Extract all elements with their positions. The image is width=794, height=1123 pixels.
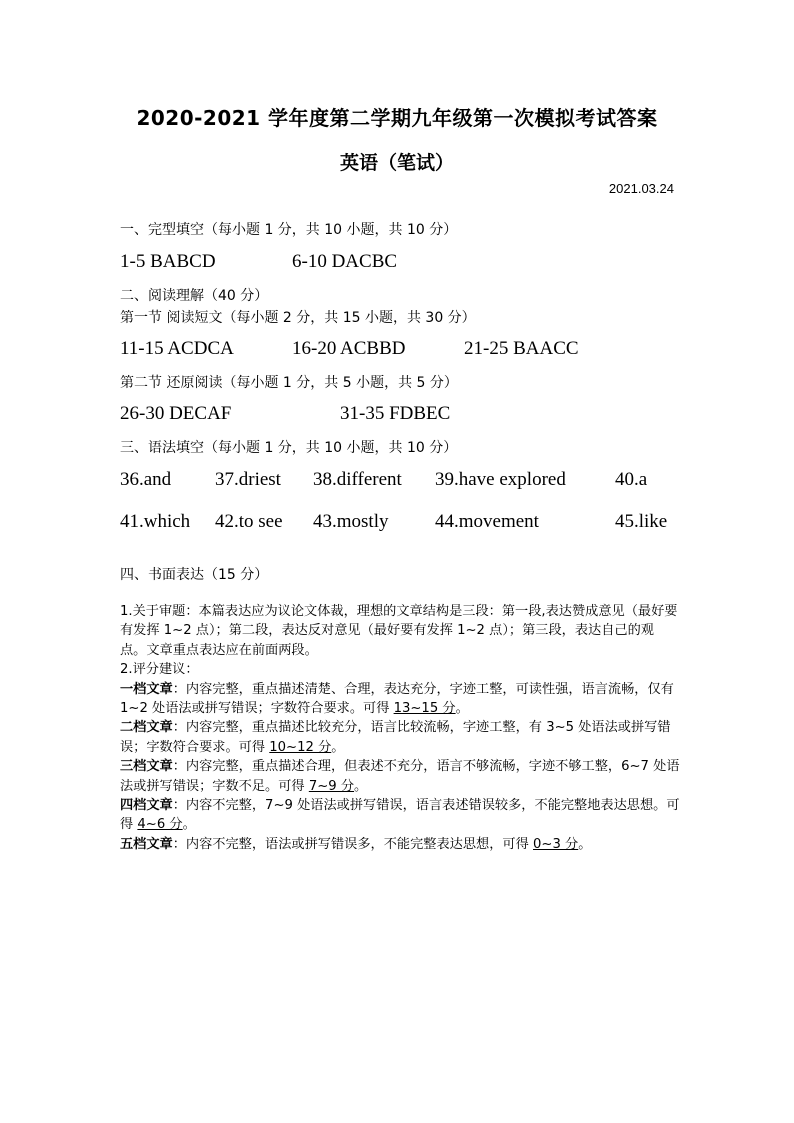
answer-40: 40.a bbox=[615, 469, 648, 490]
grade-score: 0~3 分 bbox=[533, 836, 579, 852]
grade-score: 4~6 分 bbox=[137, 817, 183, 833]
grade-1 bbox=[120, 680, 680, 719]
section1-heading: 一、完型填空（每小题 1 分，共 10 小题，共 10 分） bbox=[120, 222, 458, 238]
grade-end: 。 bbox=[455, 701, 469, 717]
grade-score: 13~15 分 bbox=[393, 701, 456, 717]
exam-date: 2021.03.24 bbox=[608, 181, 674, 196]
note-paragraph-1: 1.关于审题：本篇表达应为议论文体裁，理想的文章结构是三段：第一段,表达赞成意见（最好要有发挥 1~2 点）；第二段，表达反对意见（最好要有发挥 1~2 点）；第三段，表达自己的观点。文章重点表达应在前面两段。 bbox=[120, 604, 678, 658]
grade-3 bbox=[120, 757, 680, 796]
grade-text: ：内容不完整，语法或拼写错误多，不能完整表达思想，可得 bbox=[172, 836, 534, 852]
answer-1-5: 1-5 BABCD bbox=[120, 251, 216, 272]
answer-6-10: 6-10 DACBC bbox=[292, 251, 398, 272]
answer-21-25: 21-25 BAACC bbox=[464, 338, 579, 359]
grade-2 bbox=[120, 718, 680, 757]
grade-label: 五档文章 bbox=[120, 836, 173, 852]
answer-26-30: 26-30 DECAF bbox=[120, 403, 232, 424]
grade-label: 二档文章 bbox=[120, 720, 173, 736]
answer-38: 38.different bbox=[313, 469, 402, 490]
grade-score: 7~9 分 bbox=[308, 778, 355, 794]
grade-end: 。 bbox=[578, 836, 592, 852]
section4-heading: 四、书面表达（15 分） bbox=[120, 567, 269, 583]
grade-label: 一档文章 bbox=[120, 681, 173, 697]
grade-4 bbox=[120, 796, 680, 835]
grade-score: 10~12 分 bbox=[269, 739, 332, 755]
grade-label: 四档文章 bbox=[120, 798, 173, 814]
answer-44: 44.movement bbox=[435, 511, 539, 532]
answer-11-15: 11-15 ACDCA bbox=[120, 338, 234, 359]
grade-label: 三档文章 bbox=[120, 759, 173, 775]
section3-heading: 三、语法填空（每小题 1 分，共 10 小题，共 10 分） bbox=[120, 440, 458, 456]
answer-45: 45.like bbox=[615, 511, 668, 532]
section2-heading: 二、阅读理解（40 分） bbox=[120, 288, 269, 304]
answer-31-35: 31-35 FDBEC bbox=[340, 403, 451, 424]
section2-part2-heading: 第二节 还原阅读（每小题 1 分，共 5 小题，共 5 分） bbox=[120, 375, 458, 391]
section2-part1-heading: 第一节 阅读短文（每小题 2 分，共 15 小题，共 30 分） bbox=[120, 310, 476, 326]
writing-notes bbox=[120, 602, 680, 854]
grade-5 bbox=[120, 835, 680, 854]
page-subtitle: 英语（笔试） bbox=[339, 152, 454, 174]
grade-end: 。 bbox=[331, 739, 345, 755]
answer-36: 36.and bbox=[120, 469, 172, 490]
answer-41: 41.which bbox=[120, 511, 191, 532]
grade-text: ：内容完整，重点描述比较充分，语言比较流畅，字迹工整，有 3~5 处语法或拼写错误；字数符合要求。可得 bbox=[120, 720, 671, 755]
answer-16-20: 16-20 ACBBD bbox=[292, 338, 406, 359]
page-title: 2020-2021 学年度第二学期九年级第一次模拟考试答案 bbox=[136, 106, 658, 130]
grade-text: ：内容不完整，7~9 处语法或拼写错误，语言表述错误较多，不能完整地表达思想。可得 bbox=[120, 798, 680, 833]
grade-text: ：内容完整，重点描述合理，但表述不充分，语言不够流畅，字迹不够工整，6~7 处语法或拼写错误；字数不足。可得 bbox=[120, 759, 680, 794]
answer-42: 42.to see bbox=[215, 511, 283, 532]
grade-end: 。 bbox=[182, 817, 196, 833]
answer-43: 43.mostly bbox=[313, 511, 389, 532]
note-paragraph-2: 2.评分建议： bbox=[120, 662, 199, 678]
answer-37: 37.driest bbox=[215, 469, 281, 490]
grade-end: 。 bbox=[354, 778, 368, 794]
grade-text: ：内容完整，重点描述清楚、合理，表达充分，字迹工整，可读性强，语言流畅，仅有 1~2 处语法或拼写错误；字数符合要求。可得 bbox=[120, 681, 674, 717]
answer-39: 39.have explored bbox=[435, 469, 566, 490]
